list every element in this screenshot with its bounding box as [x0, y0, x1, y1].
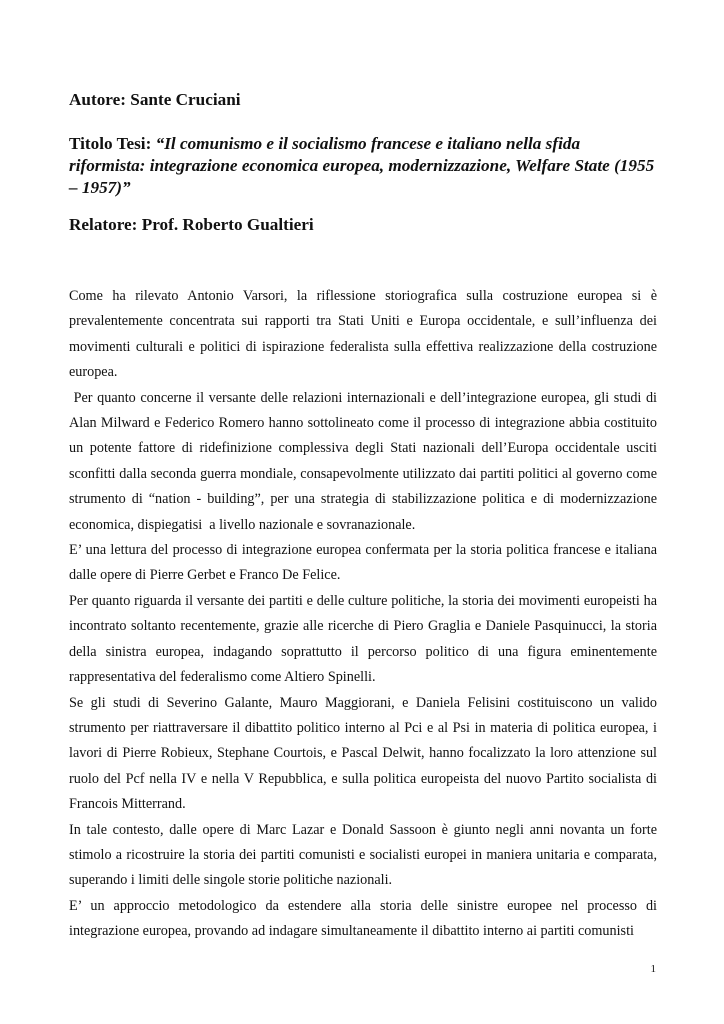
body-text — [69, 284, 661, 945]
author-line — [69, 89, 657, 111]
thesis-title-line — [69, 133, 657, 199]
page-number: 1 — [650, 963, 656, 975]
thesis-title-label: Titolo Tesi: — [69, 134, 152, 153]
thesis-title-text: “Il comunismo e il socialismo francese e italiano nella sfida riformista: integrazione economica europea, modernizzazione, Welfare State (1955 – 1957)” — [69, 134, 655, 197]
author-label: Autore: — [69, 90, 126, 109]
paragraph: Per quanto concerne il versante delle relazioni internazionali e dell’integrazione europea, gli studi di Alan Milward e Federico Romero hanno sottolineato come il processo di integrazione abbia costituito un potente fattore di ridefinizione complessiva degli Stati nazionali dell’Europa occidentale usciti sconfitti dalla seconda guerra mondiale, consapevolmente utilizzato dai partiti politici al governo come strumento di “nation - building”, per una strategia di stabilizzazione politica e di modernizzazione economica, dispiegatisi a livello nazionale e sovranazionale. — [69, 389, 661, 533]
supervisor-line — [69, 214, 657, 236]
supervisor-label: Relatore: — [69, 215, 138, 234]
author-name: Sante Cruciani — [130, 90, 241, 109]
paragraph: Se gli studi di Severino Galante, Mauro Maggiorani, e Daniela Felisini costituiscono un valido strumento per riattraversare il dibattito politico interno al Pci e al Psi in materia di politica europea, i lavori di Pierre Robieux, Stephane Courtois, e Pascal Delwit, hanno focalizzato la loro attenzione sul ruolo del Pcf nella IV e nella V Repubblica, e sulla politica europeista del nuovo Partito socialista di Francois Mitterrand. — [69, 694, 657, 813]
paragraph: In tale contesto, dalle opere di Marc Lazar e Donald Sassoon è giunto negli anni novanta un forte stimolo a ricostruire la storia dei partiti comunisti e socialisti europei in maniera unitaria e comparata, superando i limiti delle singole storie politiche nazionali. — [69, 821, 657, 889]
paragraph: E’ un approccio metodologico da estendere alla storia delle sinistre europee nel processo di integrazione europea, provando ad indagare simultaneamente il dibattito interno ai partiti comunisti — [69, 897, 657, 940]
paragraph: Come ha rilevato Antonio Varsori, la riflessione storiografica sulla costruzione europea si è prevalentemente concentrata sui rapporti tra Stati Uniti e Europa occidentale, e sull’influenza dei movimenti culturali e politici di ispirazione federalista sulla effettiva realizzazione della costruzione europea. — [69, 288, 657, 381]
supervisor-name: Prof. Roberto Gualtieri — [141, 215, 314, 234]
paragraph: E’ una lettura del processo di integrazione europea confermata per la storia politica francese e italiana dalle opere di Pierre Gerbet e Franco De Felice. — [69, 542, 657, 584]
paragraph: Per quanto riguarda il versante dei partiti e delle culture politiche, la storia dei movimenti europeisti ha incontrato soltanto recentemente, grazie alle ricerche di Piero Graglia e Daniele Pasquinucci, la storia della sinistra europea, indagando soprattutto il percorso politico di una figura eminentemente rappresentativa del federalismo come Altiero Spinelli. — [69, 592, 657, 686]
